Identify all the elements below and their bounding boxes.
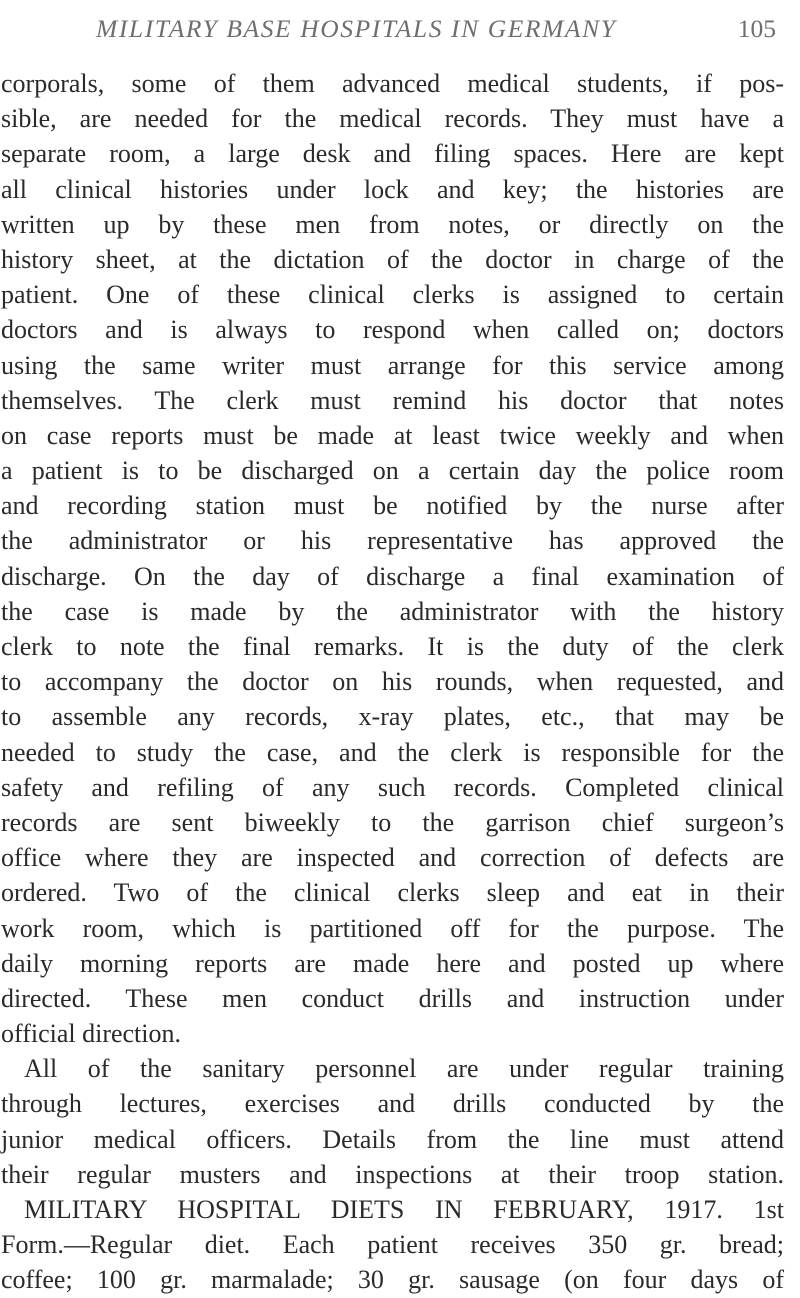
text-line: written up by these men from notes, or directly on the — [1, 209, 784, 239]
section-heading-line: MILITARY HOSPITAL DIETS IN FEBRUARY, 1917. 1st — [24, 1195, 784, 1224]
page-number: 105 — [737, 14, 776, 43]
running-head — [0, 14, 800, 50]
text-line: junior medical officers. Details from the line must attend — [1, 1124, 784, 1154]
text-line: patient. One of these clinical clerks is assigned to certain — [1, 280, 784, 310]
text-line: separate room, a large desk and filing spaces. Here are kept — [1, 139, 784, 169]
text-line: their regular musters and inspections at their troop station. — [1, 1159, 784, 1189]
text-line: on case reports must be made at least twice weekly and when — [1, 420, 784, 450]
text-line: sible, are needed for the medical records. They must have a — [1, 104, 784, 134]
text-line: themselves. The clerk must remind his doctor that notes — [1, 385, 784, 415]
text-line: to assemble any records, x-ray plates, etc., that may be — [1, 702, 784, 732]
text-line: corporals, some of them advanced medical students, if pos- — [1, 69, 784, 98]
text-line: all clinical histories under lock and key; the histories are — [1, 174, 784, 204]
text-line: a patient is to be discharged on a certain day the police room — [1, 456, 784, 486]
text-line: discharge. On the day of discharge a final examination of — [1, 561, 784, 591]
text-line: daily morning reports are made here and posted up where — [1, 948, 784, 978]
body-text — [0, 66, 784, 1298]
text-line: through lectures, exercises and drills conducted by the — [1, 1089, 784, 1119]
text-line: needed to study the case, and the clerk is responsible for the — [1, 737, 784, 767]
text-line: coffee; 100 gr. marmalade; 30 gr. sausage (on four days of — [1, 1265, 784, 1295]
text-line: clerk to note the final remarks. It is the duty of the clerk — [1, 632, 784, 661]
text-line: office where they are inspected and correction of defects are — [1, 843, 784, 873]
text-line: All of the sanitary personnel are under regular training — [24, 1054, 784, 1084]
text-line: using the same writer must arrange for this service among — [1, 350, 784, 380]
text-line: Form.—Regular diet. Each patient receives 350 gr. bread; — [1, 1230, 784, 1260]
text-line: ordered. Two of the clinical clerks sleep and eat in their — [1, 878, 784, 908]
text-line: history sheet, at the dictation of the doctor in charge of the — [1, 244, 784, 274]
text-line: the case is made by the administrator with the history — [1, 596, 784, 626]
text-line: the administrator or his representative has approved the — [1, 526, 784, 556]
text-line: official direction. — [1, 1019, 182, 1049]
text-line: directed. These men conduct drills and instruction under — [1, 983, 784, 1013]
running-title: MILITARY BASE HOSPITALS IN GERMANY — [96, 14, 617, 43]
text-line: work room, which is partitioned off for the purpose. The — [1, 913, 784, 943]
text-line: to accompany the doctor on his rounds, when requested, and — [1, 667, 784, 697]
text-line: and recording station must be notified by the nurse after — [1, 491, 784, 521]
text-line: doctors and is always to respond when called on; doctors — [1, 315, 784, 345]
text-line: records are sent biweekly to the garrison chief surgeon’s — [1, 807, 784, 837]
text-line: safety and refiling of any such records. Completed clinical — [1, 772, 784, 802]
